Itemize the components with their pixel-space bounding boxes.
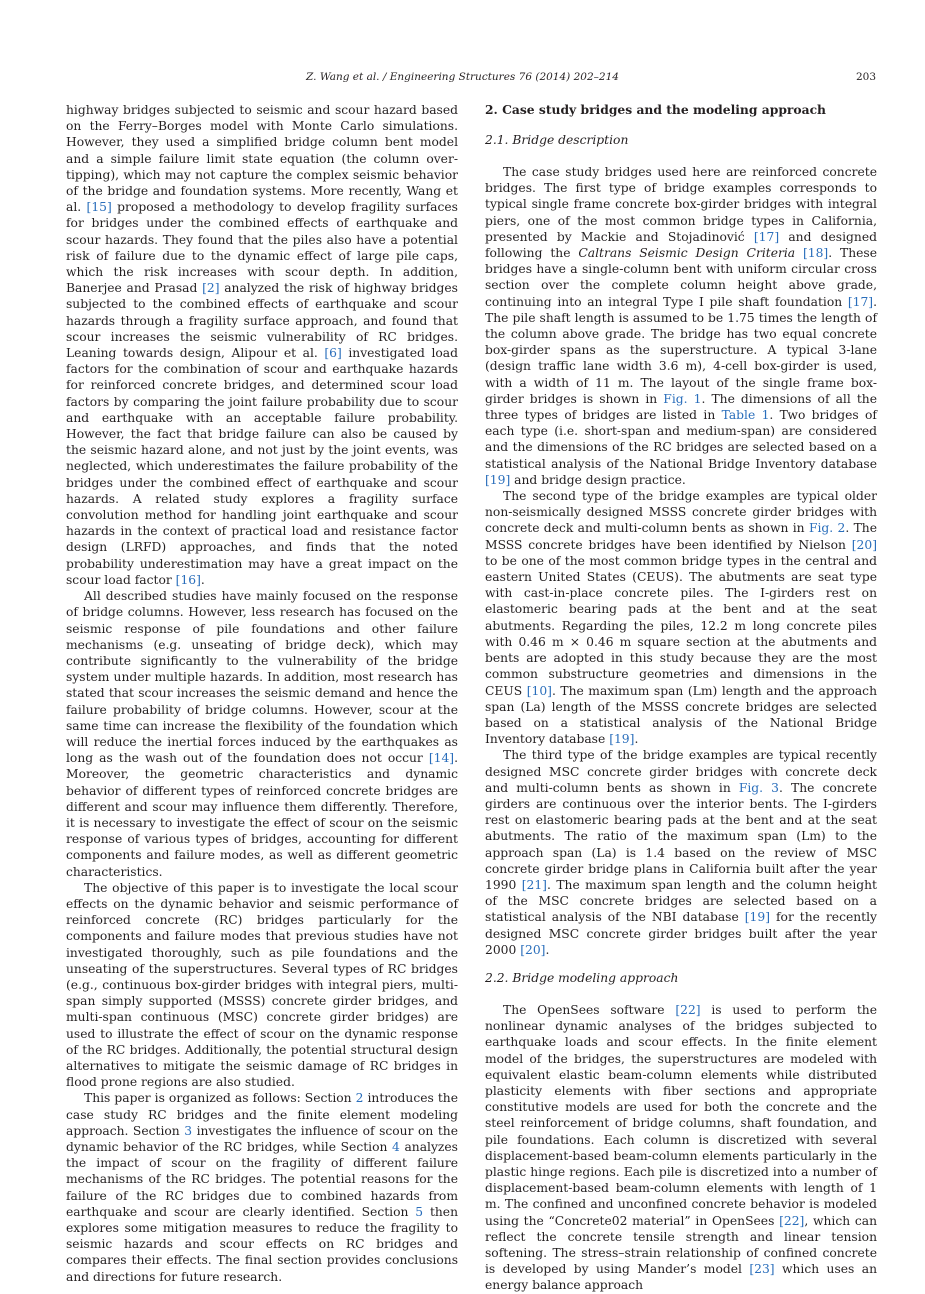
ref-19c[interactable]: [19] [744,910,770,925]
link-section-5[interactable]: 5 [415,1204,424,1219]
caltrans-criteria: Caltrans Seismic Design Criteria [578,246,796,261]
left-column [66,102,458,1285]
ref-19b[interactable]: [19] [609,732,635,747]
link-table-1[interactable]: Table 1 [721,408,770,423]
ref-20[interactable]: [20] [851,537,877,552]
subsection-heading-bridge-description: 2.1. Bridge description [485,133,629,147]
link-section-3[interactable]: 3 [184,1123,193,1138]
ref-2[interactable]: [2] [202,281,220,296]
paragraph-intro-continued: highway bridges subjected to seismic and scour hazard based on the Ferry–Borges model with Monte Carlo simulations. However, they used a simplified bridge column bent model and a simple failure limit state equation (the column over-tipping), which may not capture the complex seismic behavior of the bridge and foundation systems. More recently, Wang et al. [15] proposed a methodology to develop fragility surfaces for bridges under the combined effects of earthquake and scour hazards. They found that the piles also have a potential risk of failure due to the dynamic effect of large pile caps, which the risk increases with scour depth. In addition, Banerjee and Prasad [2] analyzed the risk of highway bridges subjected to the combined effects of earthquake and scour hazards through a fragility surface approach, and found that scour increases the seismic vulnerability of RC bridges. Leaning towards design, Alipour et al. [6] investigated load factors for the combination of scour and earthquake hazards for reinforced concrete bridges, and determined scour load factors by comparing the joint failure probability due to scour and earthquake with an acceptable failure probability. However, the fact that bridge failure can also be caused by the seismic hazard alone, and not just by the joint events, was neglected, which underestimates the failure probability of the bridges under the combined effect of earthquake and scour hazards. A related study explores a fragility surface convolution method for handling joint earthquake and scour hazards in the context of practical load and resistance factor design (LRFD) approaches, and finds that the noted probability underestimation may have a great impact on the scour load factor [16]. [66,103,458,587]
running-head [0,71,925,87]
ref-14[interactable]: [14] [428,751,455,766]
link-section-2[interactable]: 2 [355,1091,364,1106]
paragraph-prior-studies: All described studies have mainly focused on the response of bridge columns. However, less research has focused on the seismic response of pile foundations and other failure mechanisms (e.g. unseating of bridge deck), which may contribute significantly to the vulnerability of the bridge system under multiple hazards. In addition, most research has stated that scour increases the seismic demand and hence the failure probability of bridge columns. However, scour at the same time can increase the flexibility of the foundation which will reduce the inertial forces induced by the earthquakes as long as the wash out of the foundation does not occur [14]. Moreover, the geometric characteristics and dynamic behavior of different types of reinforced concrete bridges are different and scour may influence them differently. Therefore, it is necessary to investigate the effect of scour on the seismic response of various types of bridges, accounting for different components and failure modes, as well as different geometric characteristics. [66,589,458,879]
paragraph-bridge-type-3: The third type of the bridge examples are typical recently designed MSC concrete girder bridges with concrete deck and multi-column bents as shown in Fig. 3. The concrete girders are continuous over the interior bents. The I-girders rest on elastomeric bearing pads at the bent and at the seat abutments. The ratio of the maximum span (Lm) to the approach span (La) is 1.4 based on the review of MSC concrete girder bridge plans in California built after the year 1990 [21]. The maximum span length and the column height of the MSC concrete bridges are selected based on a statistical analysis of the NBI database [19] for the recently designed MSC concrete girder bridges built after the year 2000 [20]. [485,748,877,957]
link-section-4[interactable]: 4 [392,1140,400,1154]
paragraph-modeling: The OpenSees software [22] is used to perform the nonlinear dynamic analyses of the bridges subjected to earthquake loads and scour effects. In the finite element model of the bridges, the superstructures are modeled with equivalent elastic beam-column elements while distributed plasticity elements with fiber sections and appropriate constitutive models are used for both the concrete and the steel reinforcement of bridge columns, shaft foundation, and pile foundations. Each column is discretized with several displacement-based beam-column elements particularly in the plastic hinge regions. Each pile is discretized into a number of displacement-based beam-column elements with length of 1 m. The confined and unconfined concrete behavior is modeled using the “Concrete02 material” in OpenSees [22], which can reflect the concrete tensile strength and linear tension softening. The stress–strain relationship of confined concrete is developed by using Mander’s model [23] which uses an energy balance approach [485,1002,878,1293]
paragraph-bridge-type-2: The second type of the bridge examples are typical older non-seismically designed MSSS concrete girder bridges with concrete deck and multi-column bents as shown in Fig. 2. The MSSS concrete bridges have been identified by Nielson [20] to be one of the most common bridge types in the central and eastern United States (CEUS). The abutments are seat type with cast-in-place concrete piles. The I-girders rest on elastomeric bearing pads at the bent and at the seat abutments. Regarding the piles, 12.2 m long concrete piles with 0.46 m × 0.46 m square section at the abutments and bents are adopted in this study because they are the most common substructure geometries and dimensions in the CEUS [10]. The maximum span (Lm) length and the approach span (La) length of the MSSS concrete bridges are selected based on a statistical analysis of the National Bridge Inventory database [19]. [485,489,877,747]
link-fig-2[interactable]: Fig. 2 [808,521,846,536]
ref-20b[interactable]: [20] [520,942,546,957]
paragraph-organization: This paper is organized as follows: Section 2 introduces the case study RC bridges and the finite element modeling approach. Section 3 investigates the influence of scour on the dynamic behavior of the RC bridges, while Section 4 analyzes the impact of scour on the fragility of different failure mechanisms of the RC bridges. The potential reasons for the failure of the RC bridges due to combined hazards from earthquake and scour are clearly identified. Section 5 then explores some mitigation measures to reduce the fragility to seismic hazards and scour effects on RC bridges and compares their effects. The final section provides conclusions and directions for future research. [66,1091,459,1284]
ref-6[interactable]: [6] [324,346,342,361]
subsection-heading-modeling-approach: 2.2. Bridge modeling approach [485,970,679,985]
link-fig-3[interactable]: Fig. 3 [738,780,780,795]
ref-22[interactable]: [22] [675,1002,701,1017]
ref-17b[interactable]: [17] [847,294,874,309]
ref-10[interactable]: [10] [526,683,552,698]
page-number: 203 [855,71,876,83]
spacer [485,958,877,970]
journal-citation: Z. Wang et al. / Engineering Structures 76 (2014) 202–214 [306,71,619,83]
paragraph-objective: The objective of this paper is to investigate the local scour effects on the dynamic behavior and seismic performance of reinforced concrete (RC) bridges particularly for the components and failure modes that previous studies have not investigated thoroughly, such as pile foundations and the unseating of the superstructures. Several types of RC bridges (e.g., continuous box-girder bridges with integral piers, multi-span simply supported (MSSS) concrete girder bridges, and multi-span continuous (MSC) concrete girder bridges) are used to illustrate the effect of scour on the dynamic response of the RC bridges. Additionally, the potential structural design alternatives to mitigate the seismic damage of RC bridges in flood prone regions are also studied. [66,880,458,1090]
ref-23[interactable]: [23] [749,1262,775,1277]
ref-21[interactable]: [21] [521,877,547,892]
ref-15[interactable]: [15] [86,200,112,215]
ref-17[interactable]: [17] [753,229,780,244]
ref-18[interactable]: [18] [802,246,829,261]
ref-22b[interactable]: [22] [779,1213,805,1228]
ref-19[interactable]: [19] [485,472,511,487]
right-column [485,102,877,1294]
section-heading: 2. Case study bridges and the modeling approach [485,102,826,117]
ref-16[interactable]: [16] [175,572,201,587]
link-fig-1[interactable]: Fig. 1 [663,391,702,406]
paragraph-bridge-type-1: The case study bridges used here are reinforced concrete bridges. The first type of bridge examples corresponds to typical single frame concrete box-girder bridges with integral piers, one of the most common bridge types in California, presented by Mackie and Stojadinović [17] and designed following the Caltrans Seismic Design Criteria [18]. These bridges have a single-column bent with uniform circular cross section over the complete column height above grade, continuing into an integral Type I pile shaft foundation [17]. The pile shaft length is assumed to be 1.75 times the length of the column above grade. The bridge has two equal concrete box-girder spans as the superstructure. A typical 3-lane (design traffic lane width 3.6 m), 4-cell box-girder is used, with a width of 11 m. The layout of the single frame box-girder bridges is shown in Fig. 1. The dimensions of all the three types of bridges are listed in Table 1. Two bridges of each type (i.e. short-span and medium-span) are considered and the dimensions of the RC bridges are selected based on a statistical analysis of the National Bridge Inventory database [19] and bridge design practice. [485,165,877,487]
